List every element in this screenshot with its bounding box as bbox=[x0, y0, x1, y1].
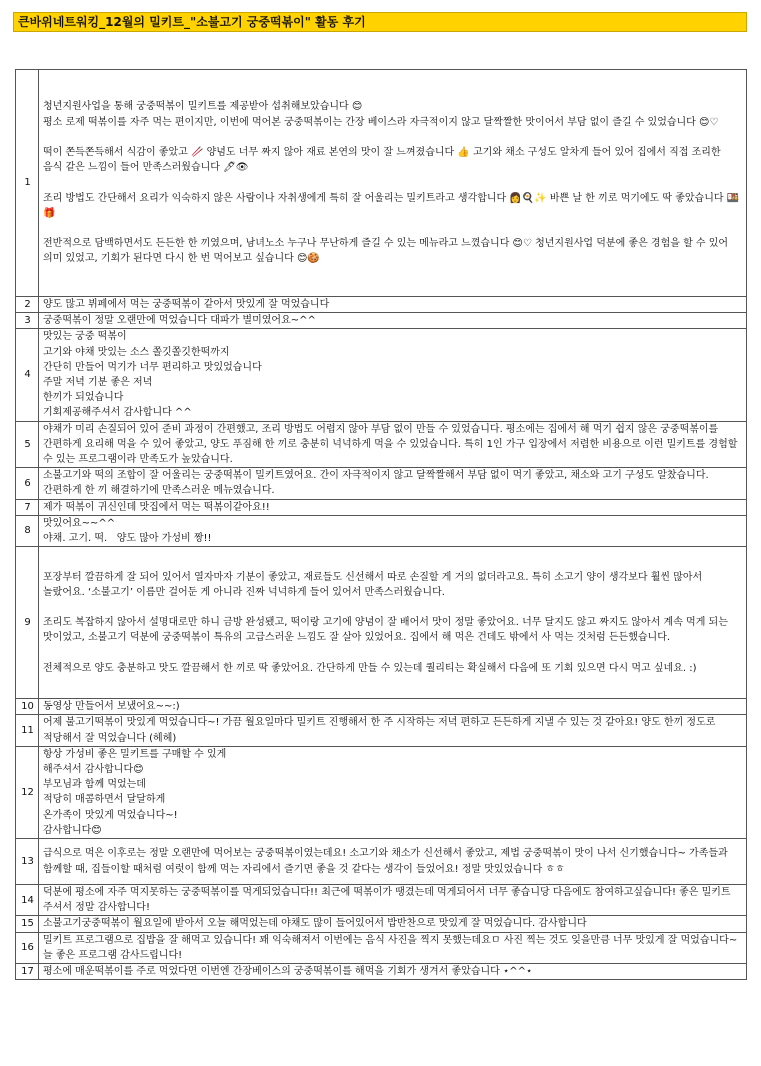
table-row bbox=[16, 499, 747, 515]
row-number: 1 bbox=[16, 70, 39, 297]
review-text: 동영상 만들어서 보냈어요~~:) bbox=[39, 699, 747, 715]
row-number: 17 bbox=[16, 964, 39, 980]
table-row bbox=[16, 885, 747, 916]
review-text: 청년지원사업을 통해 궁중떡볶이 밀키트를 제공받아 섭취해보았습니다 😊 평소 로제 떡볶이를 자주 먹는 편이지만, 이번에 먹어본 궁중떡볶이는 간장 베이스라 자극적이지 않고 달짝짤한 맛이어서 부담 없이 즐길 수 있었습니다 😊♡ 떡이 쫀득쫀득해서 식감이 좋았고 🥢 양념도 너무 짜지 않아 재료 본연의 맛이 잘 느껴졌습니다 👍 고기와 채소 구성도 알차게 들어 있어 집에서 직접 조리한 음식 같은 느낌이 들어 만족스러웠습니다 🖊👁 조리 방법도 간단해서 요리가 익숙하지 않은 사람이나 자취생에게 특히 잘 어울리는 밀키트라고 생각합니다 👩🍳✨ 바쁜 날 한 끼로 먹기에도 딱 좋았습니다 🍱🎁 전반적으로 담백하면서도 든든한 한 끼였으며, 남녀노소 누구나 무난하게 즐길 수 있는 메뉴라고 느꼈습니다 😊♡ 청년지원사업 덕분에 좋은 경험을 할 수 있어 의미 있었고, 기회가 된다면 다시 한 번 먹어보고 싶습니다 😊🍪 bbox=[39, 70, 747, 297]
table-row bbox=[16, 468, 747, 499]
review-text: 어제 불고기떡볶이 맛있게 먹었습니다~! 가끔 월요일마다 밀키트 진행해서 한 주 시작하는 저녁 편하고 든든하게 지낼 수 있는 것 같아요! 양도 한끼 정도로 적당해서 잘 먹었습니다 (헤헤) bbox=[39, 715, 747, 746]
row-number: 11 bbox=[16, 715, 39, 746]
table-row bbox=[16, 313, 747, 329]
table-row bbox=[16, 421, 747, 468]
table-row bbox=[16, 547, 747, 699]
table-row bbox=[16, 715, 747, 746]
review-table-body bbox=[16, 70, 747, 980]
review-text: 밀키트 프로그램으로 집밥을 잘 해먹고 있습니다! 꽤 익숙해져서 이번에는 음식 사진을 찍지 못했는데요ㅁ 사진 찍는 것도 잊을만큼 너무 맛있게 잘 먹었습니다~ 늘 좋은 프로그램 감사드립니다! bbox=[39, 932, 747, 963]
review-text: 궁중떡볶이 정말 오랜만에 먹었습니다 대파가 별미였어요~^^ bbox=[39, 313, 747, 329]
row-number: 2 bbox=[16, 297, 39, 313]
review-table bbox=[15, 69, 747, 980]
table-row bbox=[16, 932, 747, 963]
review-text: 양도 많고 뷔페에서 먹는 궁중떡볶이 같아서 맛있게 잘 먹었습니다 bbox=[39, 297, 747, 313]
row-number: 5 bbox=[16, 421, 39, 468]
table-row bbox=[16, 699, 747, 715]
row-number: 12 bbox=[16, 746, 39, 838]
review-text: 항상 가성비 좋은 밀키트를 구매할 수 있게 해주셔서 감사합니다😊 부모님과 함께 먹었는데 적당히 매콤하면서 달달하게 온가족이 맛있게 먹었습니다~! 감사합니다😊 bbox=[39, 746, 747, 838]
row-number: 13 bbox=[16, 839, 39, 885]
table-row bbox=[16, 839, 747, 885]
table-row bbox=[16, 329, 747, 421]
table-row bbox=[16, 70, 747, 297]
review-text: 맛있어요~~^^ 야채. 고기. 떡. 양도 많아 가성비 짱!! bbox=[39, 515, 747, 546]
review-text: 소불고기와 떡의 조합이 잘 어울리는 궁중떡볶이 밀키트였어요. 간이 자극적이지 않고 달짝짤해서 부담 없이 먹기 좋았고, 채소와 고기 구성도 알찼습니다. 간편하게 한 끼 해결하기에 만족스러운 메뉴였습니다. bbox=[39, 468, 747, 499]
row-number: 9 bbox=[16, 547, 39, 699]
table-row bbox=[16, 297, 747, 313]
review-text: 포장부터 깔끔하게 잘 되어 있어서 열자마자 기분이 좋았고, 재료들도 신선해서 따로 손질할 게 거의 없더라고요. 특히 소고기 양이 생각보다 훨씬 많아서 놀랐어요. ‘소불고기’ 이름만 걸어둔 게 아니라 진짜 넉넉하게 들어 있어서 만족스러웠습니다. 조리도 복잡하지 않아서 설명대로만 하니 금방 완성됐고, 떡이랑 고기에 양념이 잘 배어서 맛이 정말 좋았어요. 너무 달지도 않고 짜지도 않아서 계속 먹게 되는 맛이었고, 소불고기 덕분에 궁중떡볶이 특유의 고급스러운 느낌도 잘 살아 있었어요. 집에서 해 먹은 건데도 밖에서 사 먹는 것처럼 든든했습니다. 전체적으로 양도 충분하고 맛도 깔끔해서 한 끼로 딱 좋았어요. 간단하게 만들 수 있는데 퀄리티는 확실해서 다음에 또 기회 있으면 다시 먹고 싶네요. :) bbox=[39, 547, 747, 699]
review-text: 야채가 미리 손질되어 있어 준비 과정이 간편했고, 조리 방법도 어렵지 않아 부담 없이 만들 수 있었습니다. 평소에는 집에서 해 먹기 쉽지 않은 궁중떡볶이를 간편하게 요리해 먹을 수 있어 좋았고, 양도 푸짐해 한 끼로 충분히 넉넉하게 먹을 수 있었습니다. 특히 1인 가구 입장에서 저렴한 비용으로 이런 밀키트를 경험할 수 있는 프로그램이라 만족도가 높았습니다. bbox=[39, 421, 747, 468]
document-title: 큰바위네트워킹_12월의 밀키트_"소불고기 궁중떡볶이" 활동 후기 bbox=[13, 12, 747, 32]
row-number: 14 bbox=[16, 885, 39, 916]
row-number: 15 bbox=[16, 916, 39, 932]
table-row bbox=[16, 916, 747, 932]
row-number: 3 bbox=[16, 313, 39, 329]
row-number: 10 bbox=[16, 699, 39, 715]
row-number: 7 bbox=[16, 499, 39, 515]
row-number: 4 bbox=[16, 329, 39, 421]
review-text: 맛있는 궁중 떡볶이 고기와 야채 맛있는 소스 쫄깃쫄깃한떡까지 간단히 만들어 먹기가 너무 편리하고 맛있었습니다 주말 저녁 기분 좋은 저녁 한끼가 되었습니다 기회제공해주셔서 감사합니다 ^^ bbox=[39, 329, 747, 421]
review-text: 제가 떡볶이 귀신인데 맛집에서 먹는 떡볶이같아요!! bbox=[39, 499, 747, 515]
table-row bbox=[16, 515, 747, 546]
row-number: 16 bbox=[16, 932, 39, 963]
row-number: 8 bbox=[16, 515, 39, 546]
table-row bbox=[16, 746, 747, 838]
review-text: 급식으로 먹은 이후로는 정말 오랜만에 먹어보는 궁중떡볶이였는데요! 소고기와 채소가 신선해서 좋았고, 제법 궁중떡볶이 맛이 나서 신기했습니다~ 가족들과 함께할 때, 집들이할 때처럼 여럿이 함께 먹는 자리에서 즐기면 좋을 것 같다는 생각이 들었어요! 정말 맛있었습니다 ㅎㅎ bbox=[39, 839, 747, 885]
table-row bbox=[16, 964, 747, 980]
review-text: 평소에 매운떡볶이를 주로 먹었다면 이번엔 간장베이스의 궁중떡볶이를 해먹을 기회가 생겨서 좋았습니다 ⋆^^⋆ bbox=[39, 964, 747, 980]
review-text: 덕분에 평소에 자주 먹지못하는 궁중떡볶이를 먹게되었습니다!! 최근에 떡볶이가 땡겼는데 먹게되어서 너무 좋습니당 다음에도 참여하고싶습니다! 좋은 밀키트 주셔서 정말 감사합니다! bbox=[39, 885, 747, 916]
row-number: 6 bbox=[16, 468, 39, 499]
review-text: 소불고기궁중떡볶이 월요일에 받아서 오늘 해먹었는데 야채도 많이 들어있어서 밥반찬으로 맛있게 잘 먹었습니다. 감사합니다 bbox=[39, 916, 747, 932]
